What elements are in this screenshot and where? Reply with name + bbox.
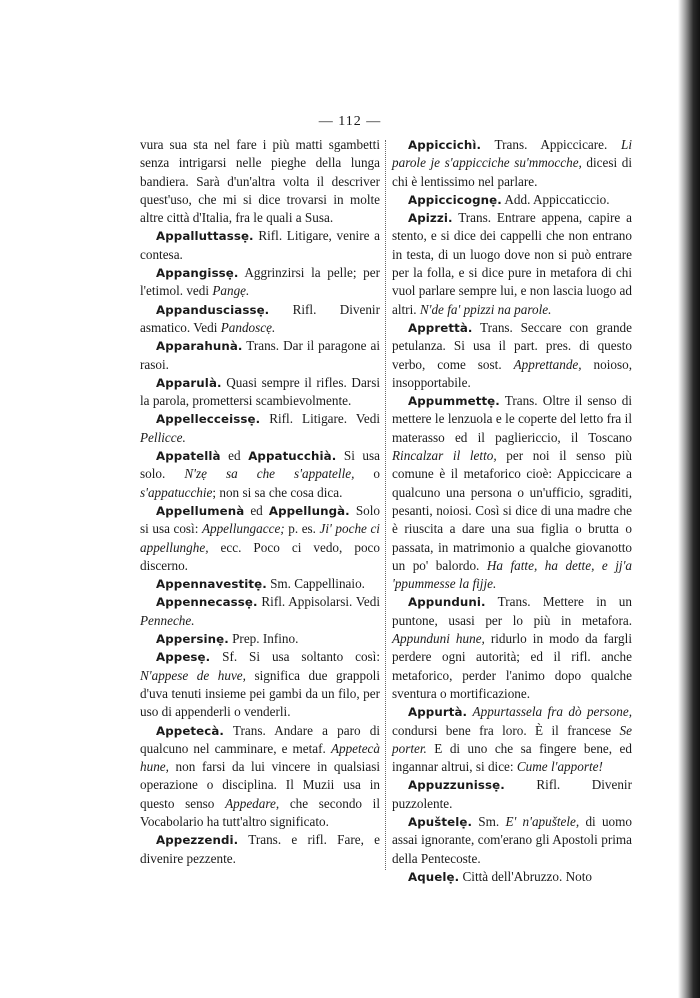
entry-text: significa due grappoli d'uva tenuti insieme pei gambi da un filo, per uso di appenderli o venderli.: [140, 667, 380, 720]
entry-text: Trans. Andare a paro di qualcuno nel camminare, e metaf.: [140, 722, 380, 756]
entry-text: Add. Appiccaticcio.: [501, 191, 610, 207]
headword: Apizzi.: [408, 211, 453, 226]
example-text: Pellicce.: [140, 429, 186, 445]
entry-text: Sm.: [472, 813, 506, 829]
dictionary-entry: [392, 136, 632, 191]
right-column: [392, 136, 632, 886]
example-text: Appellungacce;: [201, 521, 285, 537]
headword: Appandusciassẹ.: [156, 302, 270, 317]
example-text: Ha fatte, ha dette, e jj'a 'ppummesse la fijje.: [392, 557, 632, 592]
entry-text: Rifl. Appisolarsi. Vedi: [257, 594, 380, 610]
dictionary-entry: [392, 868, 632, 886]
dictionary-entry: [140, 410, 380, 447]
headword: Appellecceissẹ.: [156, 412, 261, 427]
dictionary-entry: [140, 831, 380, 868]
entry-text: ; non si sa che cosa dica.: [212, 484, 343, 500]
dictionary-entry: [140, 447, 380, 502]
entry-text: Rifl. Litigare, venire a contesa.: [140, 228, 380, 262]
headword: Appiccicognẹ.: [408, 192, 502, 207]
example-text: Ji' poche ci appellunghe,: [140, 521, 380, 555]
entry-text: Prep. Infino.: [228, 631, 299, 647]
entry-text: che secondo il Vocabolario ha tutt'altro significato.: [140, 795, 380, 829]
dictionary-entry: [392, 209, 632, 319]
headword: Appennecassẹ.: [156, 595, 258, 610]
headword: Appuzzunissẹ.: [408, 778, 505, 793]
example-text: Appetecà hune,: [140, 740, 380, 775]
dictionary-entry: [392, 703, 632, 776]
headword: Appatellà: [156, 449, 221, 464]
entry-text: o: [354, 466, 381, 482]
entry-text: p. es.: [284, 521, 320, 537]
headword: Appesẹ.: [156, 650, 211, 665]
dictionary-entry: [140, 136, 380, 227]
dictionary-entry: [392, 392, 632, 593]
entry-text: Trans. Entrare appena, capire a stento, e si dice dei cappelli che non entrano in testa, di un luogo dove non si può entrare per la folla, e si dice pure in metafora di chi vuol parlare sempre lui, e non lascia luogo ad altri.: [392, 210, 632, 317]
entry-text: Rifl. Divenir asmatico. Vedi: [140, 301, 380, 335]
example-text: N'zẹ sa che s'appatelle,: [184, 466, 355, 482]
example-text: Appurtassela fra dò persone,: [472, 704, 633, 720]
entry-text: Città dell'Abruzzo. Noto: [459, 868, 592, 884]
page-number: — 112 —: [318, 114, 382, 129]
example-text: Rincalzar il letto,: [392, 448, 497, 464]
headword: Appennavestitẹ.: [156, 577, 267, 592]
headword: Appangissẹ.: [156, 266, 239, 281]
page-edge-shadow: [678, 0, 700, 998]
dictionary-entry: [140, 648, 380, 721]
entry-text: Sm. Cappellinaio.: [266, 576, 365, 592]
example-text: Cume l'apporte!: [516, 759, 603, 775]
dictionary-entry: [140, 264, 380, 301]
column-divider: [385, 140, 386, 870]
headword: Appalluttassẹ.: [156, 229, 254, 244]
example-text: E' n'apuštele,: [505, 813, 580, 829]
headword: Apprettà.: [408, 320, 473, 335]
entry-text: Trans. Oltre il senso di mettere le lenzuola e le coperte del letto fra il materasso ed il pagliericcio, il Toscano: [392, 393, 632, 445]
example-text: Appunduni hune,: [392, 631, 485, 647]
dictionary-entry: [140, 227, 380, 264]
headword: Apparulà.: [156, 375, 222, 390]
headword: Appummettẹ.: [408, 394, 500, 409]
entry-text: di uomo assai ignorante, com'erano gli Apostoli prima della Pentecoste.: [392, 813, 632, 866]
dictionary-entry: [140, 722, 380, 832]
entry-text: ridurlo in modo da fargli perdere ogni autorità; ed il rifl. anche metaforico, perder l'animo dopo qualche sventura o mortificazione.: [392, 631, 632, 701]
example-text: Penneche.: [140, 612, 195, 628]
example-text: N'appese de huve,: [140, 667, 246, 683]
dictionary-entry: [140, 630, 380, 648]
dictionary-entry: [140, 374, 380, 411]
headword: Apuštelẹ.: [408, 814, 473, 829]
entry-text: ed: [220, 448, 249, 464]
headword: Appunduni.: [408, 595, 486, 610]
dictionary-entry: [140, 301, 380, 338]
headword: Appatucchià.: [248, 449, 337, 464]
entry-text: non farsi da lui vincere in qualsiasi operazione o disciplina. Il Muzii usa in questo senso: [140, 759, 380, 811]
entry-text: condursi bene fra loro. È il francese: [392, 722, 620, 738]
entry-text: Trans. Appiccicare.: [481, 137, 621, 152]
entry-text: per noi il senso più comune è il metaforico cioè: Appiccicare a qualcuno una persona o un'ufficio, sgraditi, pesanti, noiosi. Così si dice di una madre che è riuscita a dare una sua figlia o brutta o passata, in matrimonio a qualche giovanotto un po' balordo.: [392, 448, 632, 573]
headword: Appiccichì.: [408, 138, 482, 152]
entry-text: Quasi sempre il rifles. Darsi la parola, promettersi scambievolmente.: [140, 374, 380, 409]
headword: Appellungà.: [268, 503, 350, 518]
headword: Apparahunà.: [156, 339, 243, 354]
headword: Appetecà.: [156, 723, 224, 738]
dictionary-entry: [392, 593, 632, 703]
dictionary-entry: [140, 593, 380, 630]
entry-text: dicesi di chi è lentissimo nel parlare.: [392, 155, 632, 189]
entry-text: E di uno che sa fingere bene, ed ingannar altrui, si dice:: [392, 740, 632, 775]
entry-text: Trans. Dar il paragone ai rasoi.: [140, 338, 380, 372]
entry-text: Trans. Seccare con grande petulanza. Si usa il part. pres. di questo verbo, come sost.: [392, 319, 632, 372]
entry-text: Sf. Si usa soltanto così:: [210, 649, 380, 665]
dictionary-entry: [140, 502, 380, 575]
entry-text: Solo si usa così:: [140, 502, 381, 537]
dictionary-entry: [392, 813, 632, 868]
dictionary-entry: [140, 575, 380, 593]
dictionary-entry: [392, 319, 632, 392]
headword: Appezzendi.: [156, 833, 239, 848]
headword: Appurtà.: [408, 705, 468, 720]
example-text: Se porter.: [392, 722, 632, 756]
entry-text: Rifl. Litigare. Vedi: [260, 411, 380, 427]
dictionary-entry: [140, 337, 380, 374]
entry-text: Trans. Mettere in un puntone, usasi per lo più in metafora.: [392, 594, 632, 628]
example-text: N'de fa' ppizzi na parole.: [419, 301, 552, 317]
entry-text: Rifl. Divenir puzzolente.: [392, 777, 632, 811]
left-column: [140, 136, 380, 868]
example-text: Li parole je s'appicciche su'mmocche,: [392, 137, 632, 171]
headword: Appellumenà: [156, 503, 245, 518]
example-text: s'appatucchie: [140, 484, 213, 500]
headword: Aquelẹ.: [408, 869, 460, 884]
example-text: Pangẹ.: [212, 283, 250, 299]
entry-text: ed: [244, 502, 269, 518]
entry-text: ecc. Poco ci vedo, poco discerno.: [140, 539, 380, 573]
entry-text: noioso, insopportabile.: [392, 356, 633, 390]
entry-text: Si usa solo.: [140, 448, 381, 482]
entry-text: Aggrinzirsi la pelle; per l'etimol. vedi: [140, 265, 380, 299]
entry-text: Trans. e rifl. Fare, e divenire pezzente.: [140, 832, 380, 866]
example-text: Appedare,: [225, 795, 280, 811]
example-text: Apprettande,: [513, 356, 582, 372]
entry-text: vura sua sta nel fare i più matti sgambetti senza intrigarsi nelle pieghe della lunga bandiera. Sarà d'un'altra volta il descriver quest'uso, che mi si dice trovarsi in molte altre città d'Italia, fra le quali a Susa.: [140, 137, 380, 226]
headword: Appersinẹ.: [156, 632, 229, 647]
example-text: Pandoscẹ.: [220, 319, 276, 335]
dictionary-entry: [392, 776, 632, 813]
dictionary-entry: [392, 191, 632, 209]
